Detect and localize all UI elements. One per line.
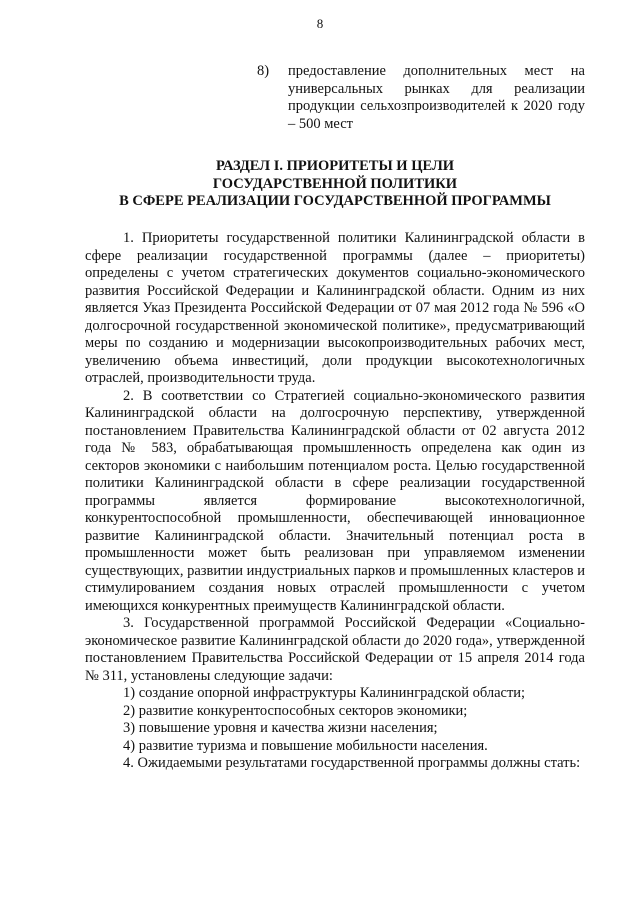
paragraph-4: 4. Ожидаемыми результатами государственной программы должны стать: — [123, 755, 581, 771]
page-number: 8 — [316, 16, 324, 31]
body-text — [85, 230, 585, 773]
paragraph-3: 3. Государственной программой Российской Федерации «Социально-экономическое развитие Калининградской области до 2020 года», утвержденной постановлением Правительства Российской Федерации от 15 апреля 2014 года № 311, установлены следующие задачи: — [85, 615, 585, 684]
list-item-8 — [257, 63, 585, 133]
paragraph-1: 1. Приоритеты государственной политики Калининградской области в сфере реализации государственной программы (далее – приоритеты) определены с учетом стратегических документов социально-экономического развития Российской Федерации и Калининградской области. Одним из них является Указ Президента Российской Федерации от 07 мая 2012 года № 596 «О долгосрочной государственной экономической политике», предусматривающий меры по созданию и модернизации высокопроизводительных рабочих мест, увеличению объема инвестиций, доли продукции высокотехнологичных отраслей, производительности труда. — [85, 230, 585, 386]
heading-line-3: В СФЕРЕ РЕАЛИЗАЦИИ ГОСУДАРСТВЕННОЙ ПРОГРАММЫ — [119, 193, 551, 209]
paragraph-2: 2. В соответствии со Стратегией социально-экономического развития Калининградской области на долгосрочную перспективу, утвержденной постановлением Правительства Калининградской области от 02 августа 2012 года № 583, обрабатывающая промышленность определена как один из секторов экономики с наибольшим потенциалом роста. Целью государственной политики Калининградской области в сфере реализации государственной программы является формирование высокотехнологичной, конкурентоспособной промышленности, обеспечивающей инновационное развитие Калининградской области. Значительный потенциал роста в промышленности может быть реализован при управляемом изменении существующих, развитии индустриальных парков и промышленных кластеров и стимулированием создания новых отраслей промышленности с учетом имеющихся конкурентных преимуществ Калининградской области. — [85, 387, 585, 614]
list-item-text: предоставление дополнительных мест на универсальных рынках для реализации продукции сельхозпроизводителей к 2020 году – 500 мест — [288, 63, 585, 132]
list-marker: 8) — [257, 63, 270, 79]
section-heading — [85, 158, 585, 211]
task-item-4: 4) развитие туризма и повышение мобильности населения. — [123, 737, 488, 754]
heading-line-1: РАЗДЕЛ I. ПРИОРИТЕТЫ И ЦЕЛИ — [215, 158, 455, 174]
task-item-2: 2) развитие конкурентоспособных секторов экономики; — [123, 702, 468, 719]
task-item-1: 1) создание опорной инфраструктуры Калининградской области; — [123, 685, 526, 701]
heading-line-2: ГОСУДАРСТВЕННОЙ ПОЛИТИКИ — [212, 175, 458, 192]
task-item-3: 3) повышение уровня и качества жизни населения; — [123, 720, 438, 736]
